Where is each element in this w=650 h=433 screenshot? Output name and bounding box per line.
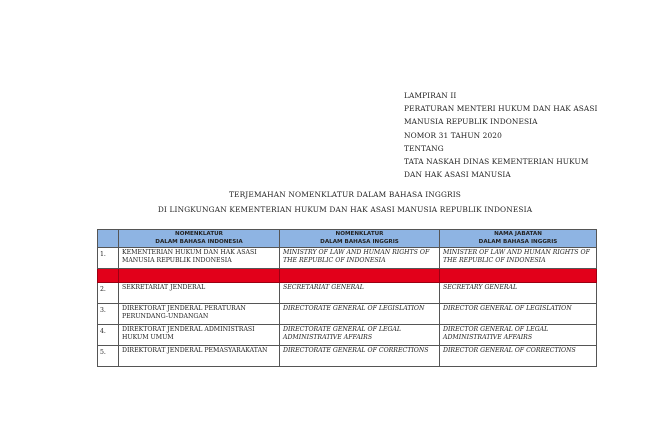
table-row — [98, 283, 597, 304]
column-header-indonesian — [119, 230, 280, 248]
row-indonesian: DIREKTORAT JENDERAL ADMINISTRASI HUKUM UMUM — [119, 325, 280, 346]
row-indonesian: DIREKTORAT JENDERAL PEMASYARAKATAN — [119, 346, 280, 367]
header-line-attachment: LAMPIRAN II — [404, 91, 457, 100]
row-indonesian: SEKRETARIAT JENDERAL — [119, 283, 280, 304]
header-line-subject: TATA NASKAH DINAS KEMENTERIAN HUKUM — [404, 157, 589, 167]
table-row — [98, 248, 597, 269]
table-row — [98, 325, 597, 346]
nomenclature-table — [97, 229, 597, 367]
header-line-regulation: PERATURAN MENTERI HUKUM DAN HAK ASASI — [404, 104, 598, 114]
column-header-position — [440, 230, 597, 248]
row-number: 3. — [98, 304, 119, 325]
column-header-line: DALAM BAHASA INGGRIS — [478, 238, 558, 245]
row-indonesian: KEMENTERIAN HUKUM DAN HAK ASASI MANUSIA REPUBLIK INDONESIA — [119, 248, 280, 269]
document-title: TERJEMAHAN NOMENKLATUR DALAM BAHASA INGGRIS — [228, 190, 462, 199]
row-number: 5. — [98, 346, 119, 367]
table-row — [98, 346, 597, 367]
row-english: DIRECTORATE GENERAL OF LEGAL ADMINISTRATIVE AFFAIRS — [280, 325, 440, 346]
highlight-cell — [440, 269, 597, 283]
table-row — [98, 304, 597, 325]
row-position: MINISTER OF LAW AND HUMAN RIGHTS OF THE REPUBLIC OF INDONESIA — [440, 248, 597, 269]
column-header-line: DALAM BAHASA INGGRIS — [320, 238, 399, 245]
row-position: DIRECTOR GENERAL OF LEGISLATION — [440, 304, 597, 325]
header-line-number: NOMOR 31 TAHUN 2020 — [404, 130, 502, 140]
row-number: 2. — [98, 283, 119, 304]
highlight-cell — [98, 269, 119, 283]
column-header-line: NOMENKLATUR — [335, 231, 384, 237]
header-line-regulation-cont: MANUSIA REPUBLIK INDONESIA — [404, 117, 538, 127]
row-number: 4. — [98, 325, 119, 346]
header-line-subject-cont: DAN HAK ASASI MANUSIA — [404, 170, 511, 180]
document-subtitle: DI LINGKUNGAN KEMENTERIAN HUKUM DAN HAK ASASI MANUSIA REPUBLIK INDONESIA — [157, 205, 533, 214]
row-position: SECRETARY GENERAL — [440, 283, 597, 304]
header-line-about: TENTANG — [404, 143, 444, 153]
row-english: MINISTRY OF LAW AND HUMAN RIGHTS OF THE REPUBLIC OF INDONESIA — [280, 248, 440, 269]
highlight-cell — [119, 269, 280, 283]
table-header-row — [98, 230, 597, 248]
column-header-line: DALAM BAHASA INDONESIA — [155, 238, 243, 245]
highlight-cell — [280, 269, 440, 283]
column-header-english — [280, 230, 440, 248]
column-header-line: NOMENKLATUR — [175, 231, 223, 237]
row-position: DIRECTOR GENERAL OF CORRECTIONS — [440, 346, 597, 367]
row-english: DIRECTORATE GENERAL OF CORRECTIONS — [280, 346, 440, 367]
row-number: 1. — [98, 248, 119, 269]
column-header-number — [98, 230, 119, 248]
row-english: DIRECTORATE GENERAL OF LEGISLATION — [280, 304, 440, 325]
row-position: DIRECTOR GENERAL OF LEGAL ADMINISTRATIVE AFFAIRS — [440, 325, 597, 346]
attachment-header — [404, 89, 598, 181]
column-header-line: NAMA JABATAN — [494, 231, 542, 237]
highlight-row — [98, 269, 597, 283]
row-english: SECRETARIAT GENERAL — [280, 283, 440, 304]
row-indonesian: DIREKTORAT JENDERAL PERATURAN PERUNDANG-UNDANGAN — [119, 304, 280, 325]
